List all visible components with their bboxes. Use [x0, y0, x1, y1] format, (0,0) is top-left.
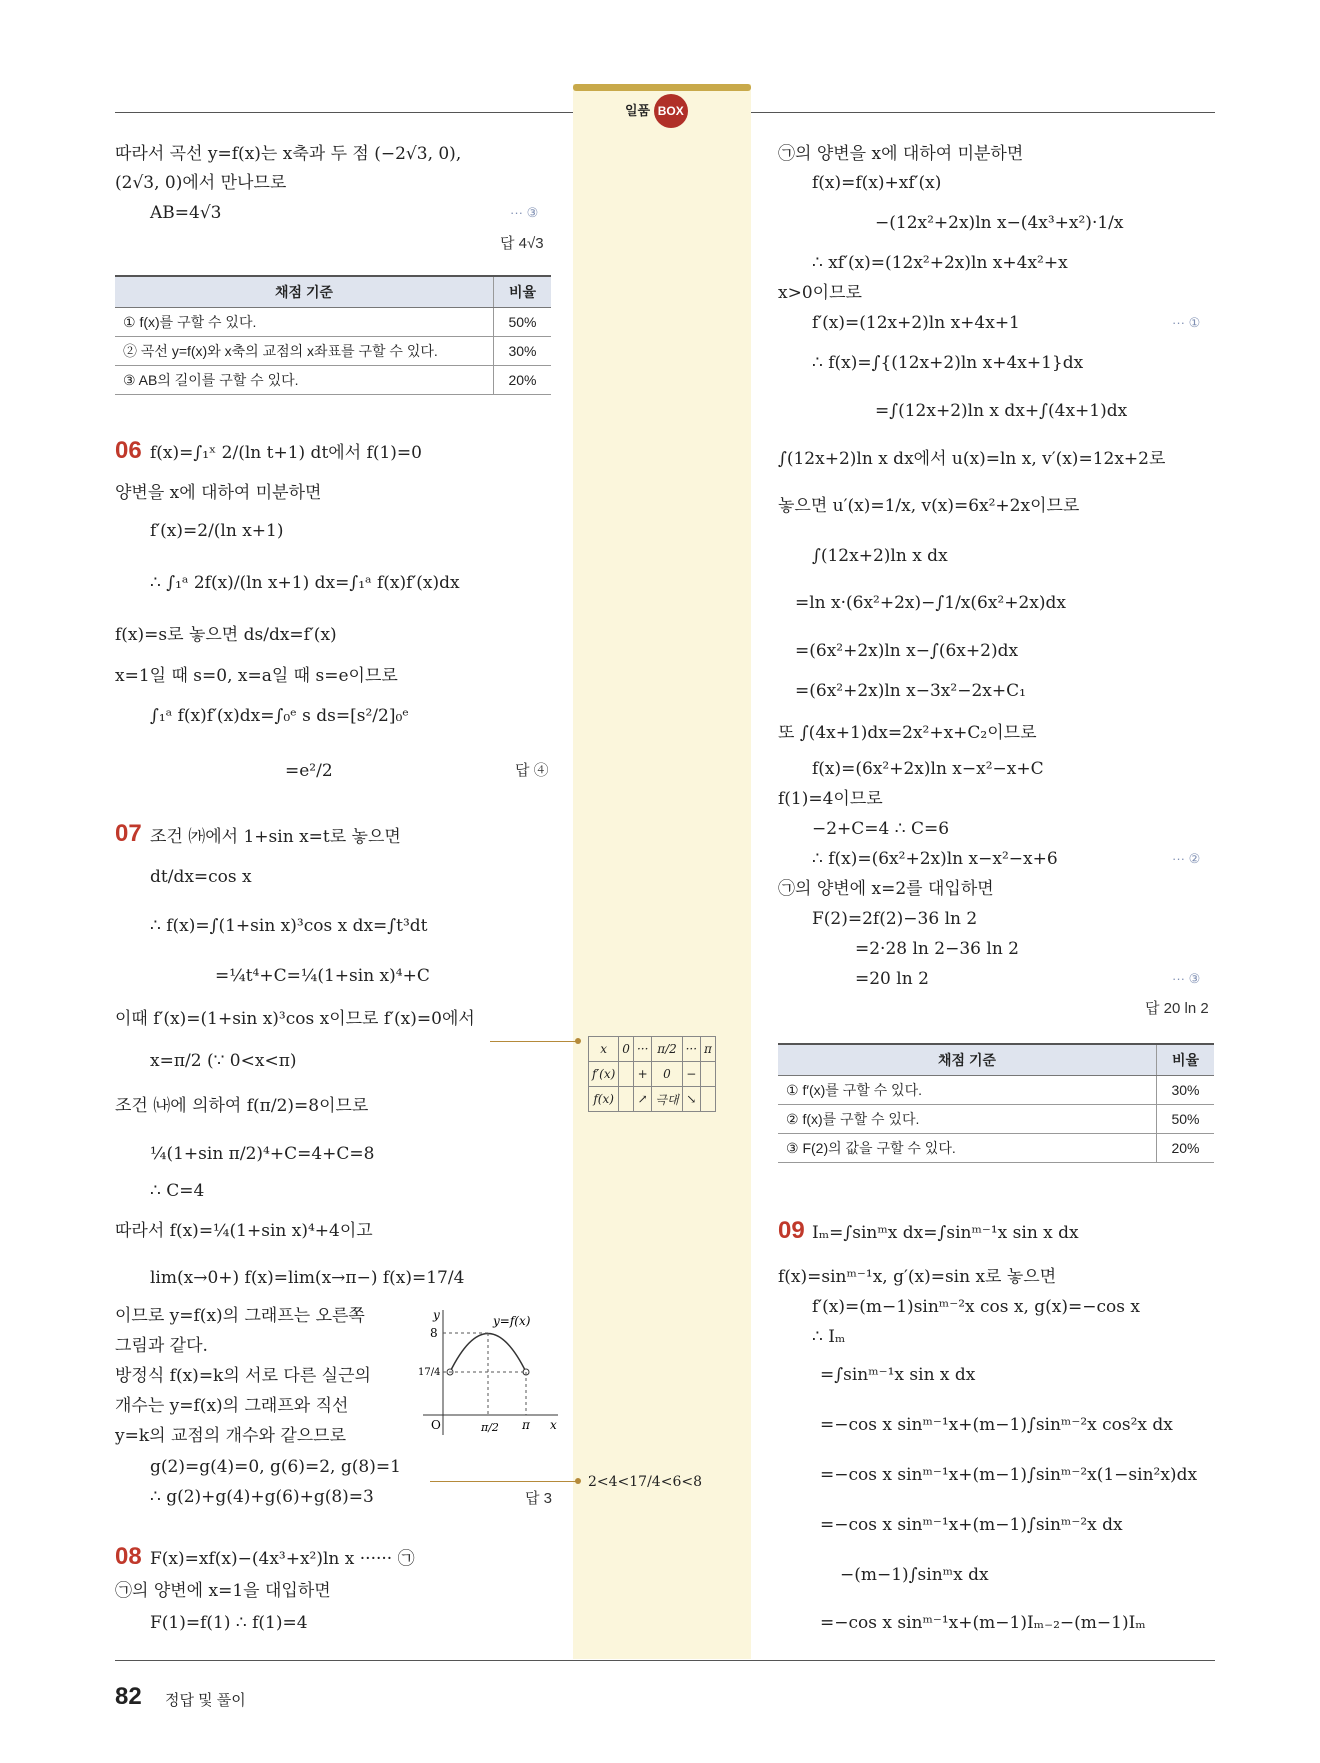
text-line: =(6x²+2x)ln x−∫(6x+2)dx [795, 641, 1019, 661]
text-line: f′(x)=(12x+2)ln x+4x+1 [812, 313, 1020, 333]
inequality-note: 2<4<17/4<6<8 [588, 1474, 702, 1490]
text-line: ∫₁ᵃ f(x)f′(x)dx=∫₀ᵉ s ds=[s²/2]₀ᵉ [150, 706, 409, 726]
text-line: 따라서 f(x)=¼(1+sin x)⁴+4이고 [115, 1221, 373, 1241]
text-line: =20 ln 2 [855, 969, 929, 989]
grading-row: ① f(x)를 구할 수 있다. [115, 308, 494, 337]
text-line: ∴ f(x)=∫(1+sin x)³cos x dx=∫t³dt [150, 916, 428, 936]
answer: 답 20 ln 2 [1145, 1000, 1209, 1017]
text-line: 그림과 같다. [115, 1336, 208, 1356]
text-line: −(12x²+2x)ln x−(4x³+x²)·1/x [875, 213, 1124, 233]
text-line: x=1일 때 s=0, x=a일 때 s=e이므로 [115, 666, 398, 686]
vt-cell [701, 1062, 716, 1087]
text-line: =−cos x sinᵐ⁻¹x+(m−1)Iₘ₋₂−(m−1)Iₘ [820, 1613, 1146, 1633]
text-line: f′(x)=2/(ln x+1) [150, 521, 284, 541]
text-line: f(1)=4이므로 [778, 789, 883, 809]
grading-header: 채점 기준 [115, 276, 494, 308]
text-line: =2·28 ln 2−36 ln 2 [855, 939, 1019, 959]
grading-table-2 [778, 1043, 1214, 1163]
vt-cell: f′(x) [589, 1062, 619, 1087]
text-line: f(x)=(6x²+2x)ln x−x²−x+C [812, 759, 1044, 779]
text-line: ∴ g(2)+g(4)+g(6)+g(8)=3 [150, 1487, 374, 1507]
variation-table [588, 1036, 716, 1112]
grading-table-1 [115, 275, 551, 395]
vt-cell: 0 [652, 1062, 682, 1087]
text-line: ∫(12x+2)ln x dx [812, 546, 948, 566]
grading-row: ② 곡선 y=f(x)와 x축의 교점의 x좌표를 구할 수 있다. [115, 337, 494, 366]
ratio: 20% [494, 366, 552, 395]
step-marker: ··· ③ [1172, 971, 1201, 986]
grading-row: ② f(x)를 구할 수 있다. [778, 1105, 1157, 1134]
text-line: 개수는 y=f(x)의 그래프와 직선 [115, 1396, 349, 1416]
answer: 답 3 [525, 1490, 552, 1507]
ratio: 50% [1157, 1105, 1215, 1134]
text-line: 이때 f′(x)=(1+sin x)³cos x이므로 f′(x)=0에서 [115, 1009, 475, 1029]
text-line: x=π/2 (∵ 0<x<π) [150, 1051, 297, 1071]
graph-xlabel: x [550, 1418, 557, 1432]
text-line: lim(x→0+) f(x)=lim(x→π−) f(x)=17/4 [150, 1268, 465, 1288]
text-line: =−cos x sinᵐ⁻¹x+(m−1)∫sinᵐ⁻²x(1−sin²x)dx [820, 1465, 1198, 1485]
vt-cell: ↗ [633, 1087, 651, 1112]
vt-cell: x [589, 1037, 619, 1062]
text-line: ∴ f(x)=(6x²+2x)ln x−x²−x+6 [812, 849, 1058, 869]
text-line: 또 ∫(4x+1)dx=2x²+x+C₂이므로 [778, 723, 1037, 743]
text-line: −(m−1)∫sinᵐx dx [840, 1565, 989, 1585]
text-line: dt/dx=cos x [150, 867, 252, 887]
ratio: 30% [1157, 1076, 1215, 1105]
grading-header: 채점 기준 [778, 1044, 1157, 1076]
grading-row: ① f′(x)를 구할 수 있다. [778, 1076, 1157, 1105]
text-line: (2√3, 0)에서 만나므로 [115, 173, 287, 193]
text-line: F(x)=xf(x)−(4x³+x²)ln x ······ ㉠ [150, 1549, 415, 1569]
text-line: ㉠의 양변에 x=1을 대입하면 [115, 1581, 331, 1601]
grading-row: ③ F(2)의 값을 구할 수 있다. [778, 1134, 1157, 1163]
text-line: =−cos x sinᵐ⁻¹x+(m−1)∫sinᵐ⁻²x cos²x dx [820, 1415, 1173, 1435]
text-line: f′(x)=(m−1)sinᵐ⁻²x cos x, g(x)=−cos x [812, 1297, 1140, 1317]
text-line: F(2)=2f(2)−36 ln 2 [812, 909, 978, 929]
vt-cell [619, 1062, 634, 1087]
text-line: x>0이므로 [778, 283, 862, 303]
text-line: 방정식 f(x)=k의 서로 다른 실근의 [115, 1366, 371, 1386]
text-line: 놓으면 u′(x)=1/x, v(x)=6x²+2x이므로 [778, 496, 1080, 516]
text-line: =ln x·(6x²+2x)−∫1/x(6x²+2x)dx [795, 593, 1066, 613]
vt-cell [619, 1087, 634, 1112]
vt-cell: ↘ [682, 1087, 700, 1112]
text-line: 양변을 x에 대하여 미분하면 [115, 483, 322, 503]
text-line: 이므로 y=f(x)의 그래프는 오른쪽 [115, 1306, 365, 1326]
text-line: f(x)=f(x)+xf′(x) [812, 173, 942, 193]
vt-cell: 0 [619, 1037, 634, 1062]
grading-row: ③ AB의 길이를 구할 수 있다. [115, 366, 494, 395]
text-line: −2+C=4 ∴ C=6 [812, 819, 950, 839]
answer: 답 ④ [515, 762, 549, 779]
text-line: 따라서 곡선 y=f(x)는 x축과 두 점 (−2√3, 0), [115, 144, 462, 164]
text-line: =∫sinᵐ⁻¹x sin x dx [820, 1365, 976, 1385]
vt-cell: π/2 [652, 1037, 682, 1062]
text-line: =∫(12x+2)ln x dx+∫(4x+1)dx [875, 401, 1128, 421]
text-line: ㉠의 양변에 x=2를 대입하면 [778, 879, 994, 899]
ratio: 50% [494, 308, 552, 337]
vt-cell [701, 1087, 716, 1112]
connector-line [490, 1041, 578, 1042]
box-column [573, 84, 751, 1659]
text-line: ∫(12x+2)ln x dx에서 u(x)=ln x, v′(x)=12x+2로 [778, 449, 1166, 469]
text-line: f(x)=sinᵐ⁻¹x, g′(x)=sin x로 놓으면 [778, 1267, 1057, 1287]
text-line: 조건 ㈎에서 1+sin x=t로 놓으면 [150, 827, 401, 847]
vt-cell: f(x) [589, 1087, 619, 1112]
question-number: 07 [115, 820, 142, 847]
vt-cell: π [701, 1037, 716, 1062]
graph-xpi: π [522, 1418, 530, 1432]
footer-rule [115, 1660, 1215, 1661]
connector-dot [575, 1478, 581, 1484]
text-line: y=k의 교점의 개수와 같으므로 [115, 1426, 347, 1446]
graph-y8: 8 [430, 1326, 438, 1340]
graph-ylabel: y [433, 1308, 440, 1322]
text-line: ¼(1+sin π/2)⁴+C=4+C=8 [150, 1144, 375, 1164]
text-line: ∴ Iₘ [812, 1327, 846, 1347]
text-line: g(2)=g(4)=0, g(6)=2, g(8)=1 [150, 1457, 401, 1477]
text-line: =(6x²+2x)ln x−3x²−2x+C₁ [795, 681, 1026, 701]
vt-cell: ··· [682, 1037, 700, 1062]
ratio-header: 비율 [494, 276, 552, 308]
connector-dot [575, 1038, 581, 1044]
ratio: 30% [494, 337, 552, 366]
box-logo: 일품 BOX [625, 94, 688, 128]
text-line: ㉠의 양변을 x에 대하여 미분하면 [778, 144, 1024, 164]
text-line: =e²/2 [285, 761, 333, 781]
text-line: AB=4√3 [150, 203, 222, 223]
page-number: 82 [115, 1683, 142, 1710]
graph-xpi2: π/2 [481, 1421, 499, 1434]
vt-cell: 극대 [652, 1087, 682, 1112]
graph-y17: 17/4 [418, 1367, 441, 1378]
function-graph [418, 1305, 568, 1445]
ratio: 20% [1157, 1134, 1215, 1163]
text-line: f(x)=∫₁ˣ 2/(ln t+1) dt에서 f(1)=0 [150, 443, 422, 463]
step-marker: ··· ② [1172, 851, 1201, 866]
text-line: F(1)=f(1) ∴ f(1)=4 [150, 1613, 308, 1633]
text-line: =−cos x sinᵐ⁻¹x+(m−1)∫sinᵐ⁻²x dx [820, 1515, 1123, 1535]
text-line: ∴ C=4 [150, 1181, 205, 1201]
footer-label: 정답 및 풀이 [165, 1692, 246, 1709]
graph-curve-label: y=f(x) [493, 1314, 531, 1328]
graph-origin: O [431, 1418, 441, 1432]
box-top-bar [573, 84, 751, 91]
vt-cell: − [682, 1062, 700, 1087]
text-line: f(x)=s로 놓으면 ds/dx=f′(x) [115, 625, 337, 645]
text-line: ∴ xf′(x)=(12x²+2x)ln x+4x²+x [812, 253, 1068, 273]
answer: 답 4√3 [500, 235, 544, 252]
ratio-header: 비율 [1157, 1044, 1215, 1076]
question-number: 08 [115, 1543, 142, 1570]
question-number: 09 [778, 1217, 805, 1244]
text-line: ∴ f(x)=∫{(12x+2)ln x+4x+1}dx [812, 353, 1084, 373]
vt-cell: + [633, 1062, 651, 1087]
vt-cell: ··· [633, 1037, 651, 1062]
connector-line [430, 1481, 578, 1482]
text-line: =¼t⁴+C=¼(1+sin x)⁴+C [215, 966, 430, 986]
text-line: ∴ ∫₁ᵃ 2f(x)/(ln x+1) dx=∫₁ᵃ f(x)f′(x)dx [150, 573, 460, 593]
question-number: 06 [115, 437, 142, 464]
text-line: Iₘ=∫sinᵐx dx=∫sinᵐ⁻¹x sin x dx [812, 1223, 1079, 1243]
step-marker: ··· ③ [510, 205, 539, 220]
text-line: 조건 ㈏에 의하여 f(π/2)=8이므로 [115, 1096, 369, 1116]
step-marker: ··· ① [1172, 315, 1201, 330]
